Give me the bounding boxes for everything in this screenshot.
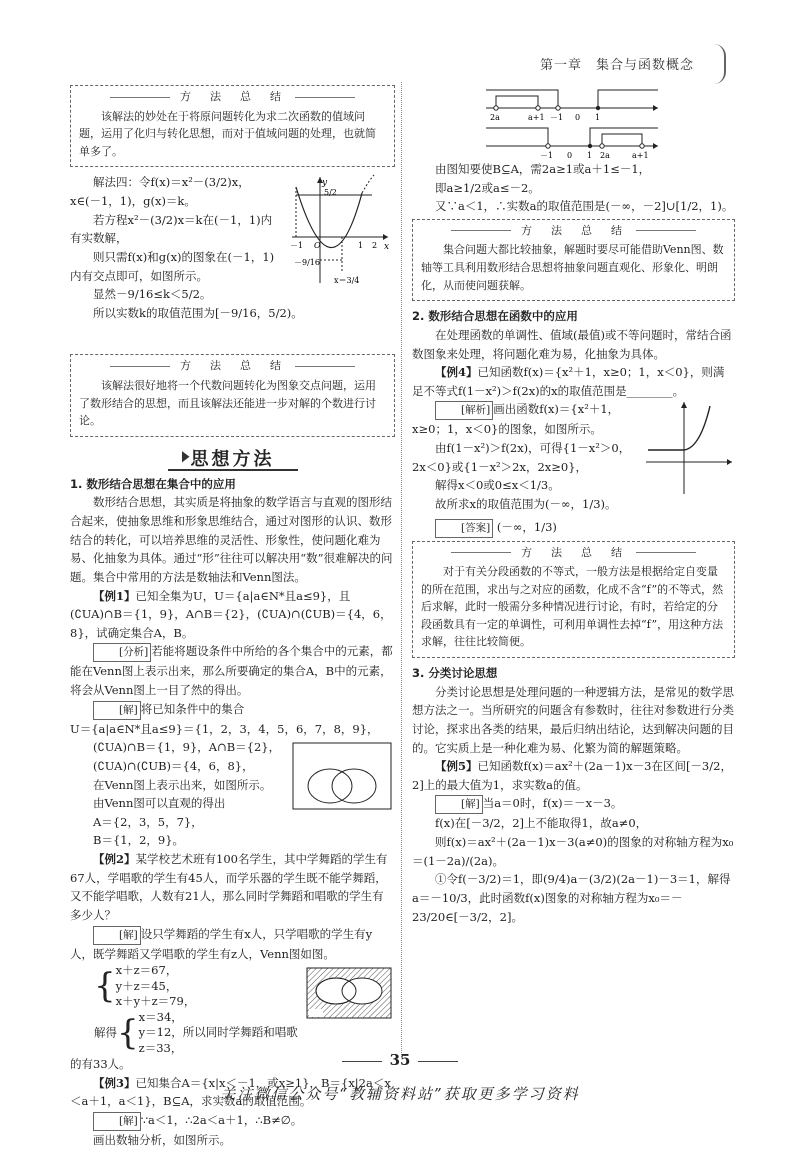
solution-text: 当a＝0时，f(x)＝－x－3。 [482,796,623,811]
column-divider [401,82,402,1057]
open-point [546,144,550,148]
top-value-label: 5/2 [324,188,337,198]
analysis-text: 若能将题设条件中所给的各个集合中的元素，都能在Venn图上表示出来，那么所要确定的集合A，B中的元素，将会从Venn图上一目了然的得出。 [70,644,393,697]
quadratic-branch [684,406,710,450]
axis-label: －1 [550,113,564,122]
example2-conclusion: 的有33人。 [70,1057,131,1072]
solution-line: f(x)在[－3/2，2]上不能取得1，故a≠0， [435,816,648,831]
footer-note: 关注微信公众号“教辅资料站”获取更多学习资料 [220,1085,580,1103]
origin-label: O [314,241,321,251]
number-line-1-arrow [653,105,658,111]
solution-line: (∁UA)∩(∁UB)＝{4，6，8}， [93,758,254,773]
method-summary-box-4 [412,541,735,659]
solution-tag: [解] [435,795,483,814]
set-a-right-bracket-2 [590,128,658,146]
axis-label: 0 [567,151,573,160]
equation: x＋z＝67， [115,963,178,978]
solution-tag: [解] [93,1112,141,1131]
open-point [600,144,604,148]
set-a-left-bracket-1 [486,90,558,108]
solution-line: 解得x＜0或0≤x＜1/3。 [435,478,560,493]
box-title: 方 法 总 结 [421,544,726,562]
open-point [536,106,540,110]
axis-label: －1 [540,151,554,160]
vertex-x-label: x＝3/4 [334,276,360,286]
count-background [309,1009,323,1017]
axis-label: 1 [595,113,601,122]
box-text: 对于有关分段函数的不等式，一般方法是根据给定自变量的所在范围，求出与之对应的函数，化成不含“f”的不等式，然后求解，此时一般需分多种情况进行讨论，有时，若给定的分段函数具有一定的单调性，可利用单调性去掉“f”，用这种方法求解，往往比较简便。 [421,565,724,649]
solution-text: 将已知条件中的集合 [140,701,245,716]
set-a-right-bracket-1 [598,90,658,108]
example-text: 已知函数f(x)＝ax²＋(2a－1)x－3在区间[－3/2，2]上的最大值为1，求实数a的值。 [412,759,732,792]
x-axis-arrow [383,234,388,240]
solution-line: 由Venn图可以直观的得出 [93,796,226,811]
axis-label: 0 [575,113,581,122]
solution-text: ∵a＜1，∴2a＜a＋1，∴B≠∅。 [140,1113,303,1127]
equation: y＋z＝45， [115,978,178,993]
paragraph: 分类讨论思想是处理问题的一种逻辑方法，是常见的数学思想方法之一。当所研究的问题含有参数时，往往对参数进行分类讨论，探求出各类的结果，最后归纳出结论，达到解决问题的目的。它实质上是一种化难为易、化繁为简的解题策略。 [412,684,734,755]
method-summary-box-3 [412,219,735,301]
chapter-header: 第一章 集合与函数概念 [540,58,695,73]
brace: { [94,966,116,1007]
example-text: 某学校艺术班有100名学生，其中学舞蹈的学生有67人，学唱歌的学生有45人，而学乐器的学生既不能学舞蹈，又不能学唱歌，人数有21人，那么同时学舞蹈和唱歌的学生有多少人？ [70,852,388,922]
example-text: 已知函数f(x)＝{x²＋1，x≥0；1，x＜0}，则满足不等式f(1－x²)＞f(2x)的x的取值范围是________。 [412,365,725,398]
solution-line: (∁UA)∩B＝{1，9}，A∩B＝{2}， [93,740,281,755]
solution-line: 则f(x)＝ax²＋(2a－1)x－3(a≠0)的图象的对称轴方程为x₀＝(1－2a)/(2a)。 [412,835,734,868]
solution-line: 画出数轴分析，如图所示。 [93,1133,231,1147]
y-axis-arrow [681,402,687,408]
open-point [640,144,644,148]
two-label: 2 [372,241,378,251]
subsection-title: 1. 数形结合思想在集合中的应用 [70,476,236,491]
paragraph: 数形结合思想，其实质是将抽象的数学语言与直观的图形结合起来，使抽象思维和形象思维结合，通过对图形的认识、数形结合的转化，可以培养思维的灵活性、形象性，使问题化难为易、化抽象为具体。通过“形”往往可以解决用“数”很难解决的问题。集合中常用的方法是数轴法和Venn图法。 [70,495,393,584]
number-line-2-arrow [653,143,658,149]
analysis-tag: [分析] [93,643,151,662]
axis-label: 1 [587,151,593,160]
closed-point [596,106,600,110]
one-label: 1 [358,241,364,251]
set-a-ellipse [308,769,352,803]
section-title-banner: 思想方法 [168,445,298,471]
piecewise-function-graph [644,400,734,496]
left-column [70,82,395,1150]
axis-label: a+1 [528,113,545,122]
solve-word: 解得 [94,1024,117,1039]
example4-solution-block [412,400,735,537]
dance-ellipse [342,978,382,1004]
solution-line: A＝{2，3，5，7}， [93,814,203,829]
paragraph: 即a≥1/2或a≤－2。 [435,180,540,195]
footer-rule [342,1061,382,1062]
box-text: 集合问题大都比较抽象，解题时要尽可能借助Venn图、数轴等工具利用数形结合思想将抽象问题直观化、形象化、明朗化，从而使问题获解。 [421,243,724,292]
min-value-label: －9/16 [294,258,320,268]
header-bracket-decoration [712,44,726,84]
axis-label: a+1 [632,151,649,160]
box-text: 该解法的妙处在于将原问题转化为求二次函数的值域问题，运用了化归与转化思想，而对于值域问题的处理，也就简单多了。 [79,109,376,158]
open-point [556,106,560,110]
set-a-left-bracket-2 [486,128,548,146]
venn-diagram-2 [306,967,392,1019]
example1-solution-block [70,720,395,850]
subsection-title: 3. 分类讨论思想 [412,666,498,681]
open-point [494,106,498,110]
example-text: 已知集合A＝{x|x＜－1，或x≥1}，B＝{x|2a＜x＜a＋1，a＜1}，B⊆A，求实数a的取值范围。 [70,1075,391,1109]
closed-point [588,144,592,148]
solution-four-line: 显然－9/16≤k＜5/2。 [93,287,212,302]
box-title: 方 法 总 结 [421,222,726,240]
paragraph: 又∵a＜1，∴实数a的取值范围是(－∞，－2]∪[1/2，1)。 [435,199,734,214]
solution-text: 画出函数f(x)＝{x²＋1，x≥0；1，x＜0}的图象，如图所示。 [412,402,620,437]
box-text: 该解法很好地将一个代数问题转化为图象交点问题，运用了数形结合的思想，而且该解法还能进一步对解的个数进行讨论。 [79,378,376,428]
solution-value: x＝34， [138,1009,183,1024]
solution-tag: [解析] [435,401,493,420]
equation: x＋y＋z＝79， [115,994,196,1009]
example-label: 【例3】 [93,1075,136,1090]
footer-rule [418,1061,458,1062]
universal-set-rect [293,743,391,809]
example-text: 已知全集为U，U＝{a|a∈N*且a≤9}，且(∁UA)∩B＝{1，9}，A∩B＝{2}，(∁UA)∩(∁UB)＝{4，6，8}，试确定集合A，B。 [70,588,392,640]
solution-tag: [解] [93,926,141,945]
brace: { [117,1012,139,1053]
set-b-bracket-1 [496,96,538,108]
solution-line: U＝{a|a∈N*且a≤9}＝{1，2，3，4，5，6，7，8，9}， [70,721,379,736]
venn-diagram-1 [292,742,392,810]
x-label: x [384,242,390,253]
example-label: 【例1】 [93,588,136,603]
x-axis-arrow [727,459,732,465]
y-label: y [322,178,328,189]
set-b-bracket-2 [602,134,642,146]
method-summary-box-1 [70,85,395,167]
page-number-footer [0,1048,800,1072]
paragraph: 由图知要使B⊆A，需2a≥1或a＋1≤－1， [435,162,651,176]
solution-four-block [70,173,395,351]
neg1-label: －1 [290,241,304,251]
parabola-dashed-part [362,175,374,193]
solution-value: z＝33， [138,1040,183,1055]
box-title: 方 法 总 结 [79,357,386,375]
example2-system-block [70,963,395,1055]
solution-four-line: 若方程x²－(3/2)x＝k在(－1，1)内有实数解， [70,212,273,246]
solution-four-line: 解法四：令f(x)＝x²－(3/2)x，x∈(－1，1)，g(x)＝k。 [70,175,250,208]
method-summary-box-2 [70,354,395,436]
paragraph: 在处理函数的单调性、值域(最值)或不等问题时，常结合函数图象来处理，将问题化难为易，化抽象为具体。 [412,327,732,361]
example-label: 【例2】 [93,852,136,866]
set-b-ellipse [332,769,376,803]
solution-line: 在Venn图上表示出来，如图所示。 [93,777,272,792]
solution-line: ①令f(－3/2)＝1，即(9/4)a－(3/2)(2a－1)－3＝1，解得a＝－10/3，此时函数f(x)图象的对称轴方程为x₀＝－23/20∈[－3/2，2]。 [412,872,731,924]
solution-text: 设只学舞蹈的学生有x人，只学唱歌的学生有y人，既学舞蹈又学唱歌的学生有z人，Venn图如图。 [70,926,373,961]
subsection-title: 2. 数形结合思想在函数中的应用 [412,309,578,324]
example-label: 【例4】 [435,365,478,380]
axis-label: 2a [490,113,500,122]
axis-label: 2a [600,151,610,160]
parabola-graph [292,175,392,287]
right-column [412,82,735,926]
solution-four-line: 则只需f(x)和g(x)的图象在(－1，1)内有交点即可，如图所示。 [70,249,275,283]
page-number: 35 [389,1051,411,1069]
example-label: 【例5】 [435,759,478,774]
solution-line: 由f(1－x²)＞f(2x)，可得{1－x²＞0，2x＜0}或{1－x²＞2x，2x≥0}， [412,441,631,474]
solution-four-line: 所以实数k的取值范围为[－9/16，5/2)。 [93,305,303,320]
answer-tag: [答案] [435,519,493,538]
solution-line: B＝{1，2，9}。 [93,833,185,848]
box-title: 方 法 总 结 [79,88,386,106]
solution-line: 故所求x的取值范围为(－∞，1/3)。 [435,496,617,511]
solution-tag: [解] [93,701,141,720]
solution-value: y＝12，所以同时学舞蹈和唱歌 [138,1025,298,1040]
answer-text: (－∞，1/3) [496,519,557,534]
number-line-figures [482,82,662,160]
